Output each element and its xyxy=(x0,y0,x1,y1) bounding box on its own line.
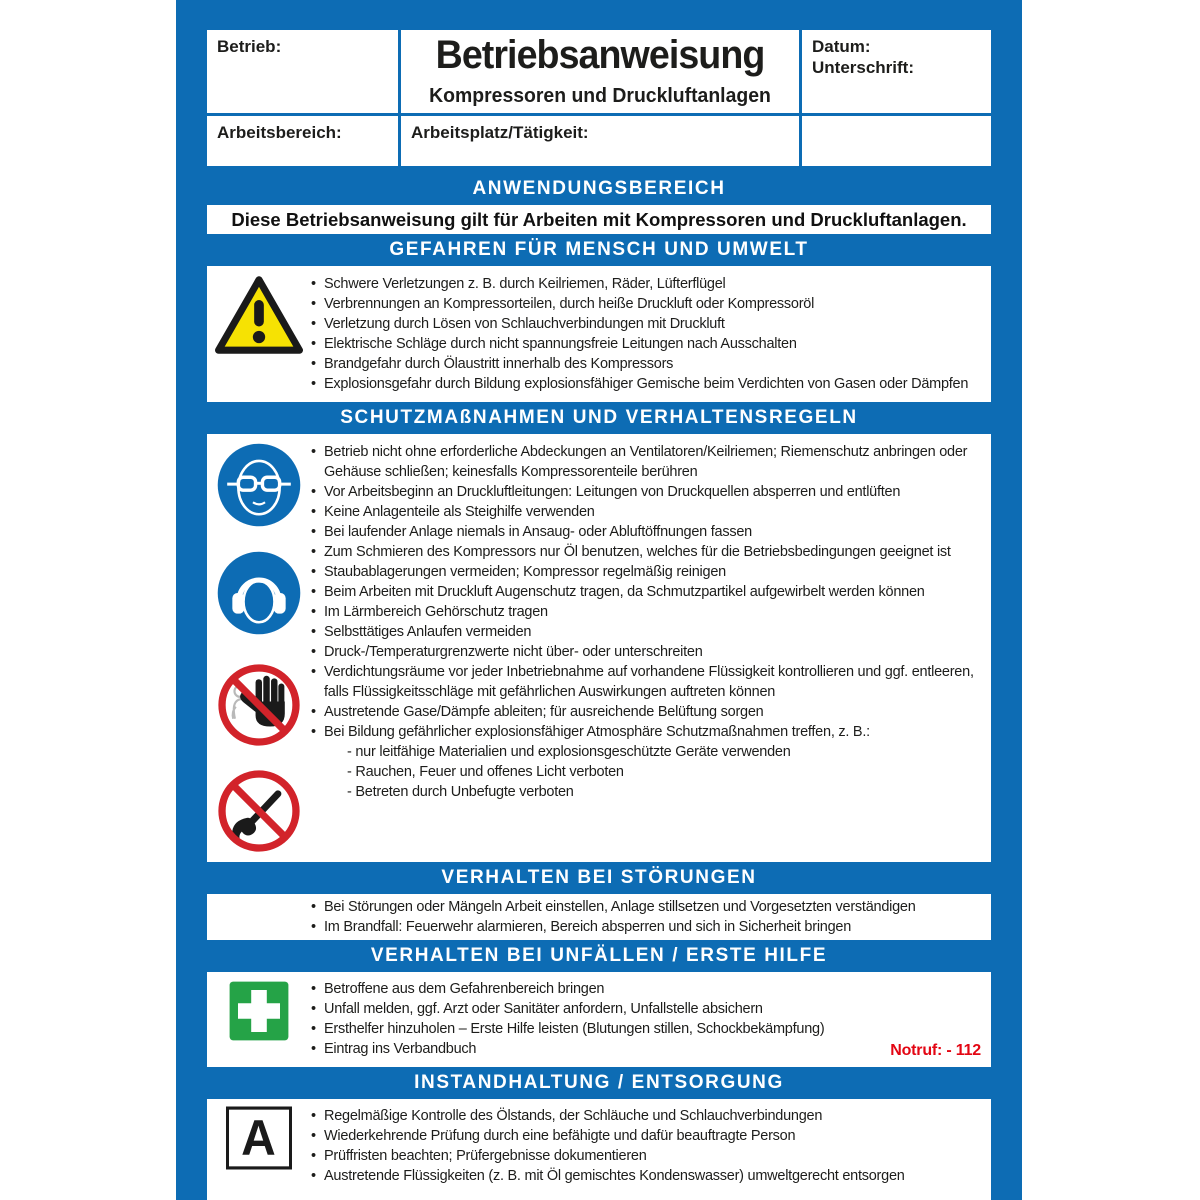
list-item: • Druck-/Temperaturgrenzwerte nicht über- oder unterschreiten xyxy=(310,642,981,662)
datum-label: Datum: xyxy=(812,37,871,56)
list-item: • Elektrische Schläge durch nicht spannungsfreie Leitungen nach Ausschalten xyxy=(310,334,981,354)
list-item: • Keine Anlagenteile als Steighilfe verwenden xyxy=(310,502,981,522)
arbeitsbereich-cell xyxy=(207,116,398,166)
eye-protection-icon xyxy=(216,442,302,528)
list-item: • Betroffene aus dem Gefahrenbereich bringen xyxy=(310,979,981,999)
gefahren-list xyxy=(310,274,981,394)
gefahren-icon-gutter xyxy=(207,274,310,394)
schutzmassnahmen-content xyxy=(310,442,981,854)
list-item: • Betrieb nicht ohne erforderliche Abdeckungen an Ventilatoren/Keilriemen; Riemenschutz anbringen oder Gehäuse schließen; keinesfalls Kompressorenteile berühren xyxy=(310,442,981,482)
list-item: • Selbsttätiges Anlaufen vermeiden xyxy=(310,622,981,642)
warning-triangle-icon xyxy=(215,275,303,355)
instandhaltung-box xyxy=(207,1099,991,1200)
list-item: • Bei Bildung gefährlicher explosionsfähiger Atmosphäre Schutzmaßnahmen treffen, z. B.: xyxy=(310,722,981,742)
list-item: • Regelmäßige Kontrolle des Ölstands, der Schläuche und Schlauchverbindungen xyxy=(310,1106,981,1126)
ear-protection-icon xyxy=(216,550,302,636)
schutzmassnahmen-box xyxy=(207,434,991,862)
gefahren-box xyxy=(207,266,991,402)
list-item: • Bei laufender Anlage niemals in Ansaug- oder Abluftöffnungen fassen xyxy=(310,522,981,542)
erste-hilfe-list xyxy=(310,979,981,1059)
instandhaltung-content xyxy=(310,1106,981,1200)
list-item: • Verdichtungsräume vor jeder Inbetriebnahme auf vorhandene Flüssigkeit kontrollieren und ggf. entleeren, falls Flüssigkeitsschläge mit gefährlichen Auswirkungen auftreten können xyxy=(310,662,981,702)
document-panel xyxy=(176,0,1022,1200)
list-item: • Prüffristen beachten; Prüfergebnisse dokumentieren xyxy=(310,1146,981,1166)
list-item: • Vor Arbeitsbeginn an Druckluftleitungen: Leitungen von Druckquellen absperren und entlüften xyxy=(310,482,981,502)
arbeitsplatz-cell xyxy=(401,116,799,166)
erste-hilfe-box xyxy=(207,972,991,1067)
no-unauthorized-access-icon xyxy=(216,662,302,748)
first-aid-icon xyxy=(229,981,289,1041)
section-heading-stoerungen: VERHALTEN BEI STÖRUNGEN xyxy=(441,867,757,888)
betrieb-cell xyxy=(207,30,398,113)
header-table xyxy=(207,30,991,166)
list-item: • Im Lärmbereich Gehörschutz tragen xyxy=(310,602,981,622)
list-item: - Betreten durch Unbefugte verboten xyxy=(347,784,574,800)
list-item: • Austretende Gase/Dämpfe ableiten; für ausreichende Belüftung sorgen xyxy=(310,702,981,722)
stoerungen-box xyxy=(207,894,991,940)
list-item: • Beim Arbeiten mit Druckluft Augenschutz tragen, da Schmutzpartikel aufgewirbelt werden können xyxy=(310,582,981,602)
section-heading-erste-hilfe: VERHALTEN BEI UNFÄLLEN / ERSTE HILFE xyxy=(370,945,828,966)
no-open-flame-icon xyxy=(216,768,302,854)
list-item: • Verletzung durch Lösen von Schlauchverbindungen mit Druckluft xyxy=(310,314,981,334)
schutzmassnahmen-icon-gutter xyxy=(207,442,310,854)
instandhaltung-icon-gutter xyxy=(207,1106,310,1200)
notruf-number: Notruf: - 112 xyxy=(890,1042,981,1059)
arbeitsbereich-label: Arbeitsbereich: xyxy=(217,123,342,142)
stoerungen-empty-gutter xyxy=(207,897,310,937)
list-item: • Austretende Flüssigkeiten (z. B. mit Öl gemischtes Kondenswasser) umweltgerecht entsorgen xyxy=(310,1166,981,1186)
anwendungsbereich-statement: Diese Betriebsanweisung gilt für Arbeiten mit Kompressoren und Druckluftanlagen. xyxy=(207,205,991,234)
list-item: • Unfall melden, ggf. Arzt oder Sanitäter anfordern, Unfallstelle absichern xyxy=(310,999,981,1019)
arbeitsplatz-label: Arbeitsplatz/Tätigkeit: xyxy=(411,123,589,142)
list-item: • Im Brandfall: Feuerwehr alarmieren, Bereich absperren und sich in Sicherheit bringen xyxy=(310,917,981,937)
list-item: • Ersthelfer hinzuholen – Erste Hilfe leisten (Blutungen stillen, Schockbekämpfung) xyxy=(310,1019,981,1039)
stoerungen-list xyxy=(310,897,981,937)
list-item: - nur leitfähige Materialien und explosionsgeschützte Geräte verwenden xyxy=(347,744,791,760)
list-item: - Rauchen, Feuer und offenes Licht verboten xyxy=(347,764,624,780)
stoerungen-content xyxy=(310,897,981,937)
list-item: • Explosionsgefahr durch Bildung explosionsfähiger Gemische beim Verdichten von Gasen oder Dämpfen xyxy=(310,374,981,394)
list-item: • Bei Störungen oder Mängeln Arbeit einstellen, Anlage stillsetzen und Vorgesetzten verständigen xyxy=(310,897,981,917)
section-heading-instandhaltung: INSTANDHALTUNG / ENTSORGUNG xyxy=(414,1072,784,1093)
betrieb-label: Betrieb: xyxy=(217,37,282,56)
section-heading-anwendungsbereich: ANWENDUNGSBEREICH xyxy=(472,178,726,199)
list-item: • Zum Schmieren des Kompressors nur Öl benutzen, welches für die Betriebsbedingungen geeignet ist xyxy=(310,542,981,562)
list-item: • Brandgefahr durch Ölaustritt innerhalb des Kompressors xyxy=(310,354,981,374)
list-item: • Eintrag ins Verbandbuch xyxy=(310,1039,981,1059)
erste-hilfe-content xyxy=(310,979,981,1059)
title-cell xyxy=(401,30,799,113)
maintenance-a-icon: A xyxy=(226,1107,292,1170)
instandhaltung-list xyxy=(310,1106,981,1186)
erste-hilfe-icon-gutter xyxy=(207,979,310,1059)
list-item: • Wiederkehrende Prüfung durch eine befähigte und dafür beauftragte Person xyxy=(310,1126,981,1146)
datum-unterschrift-cell xyxy=(802,30,991,113)
list-item: • Staubablagerungen vermeiden; Kompressor regelmäßig reinigen xyxy=(310,562,981,582)
schutzmassnahmen-list xyxy=(310,442,981,802)
page-subtitle: Kompressoren und Druckluftanlagen xyxy=(429,85,771,107)
unterschrift-label: Unterschrift: xyxy=(812,58,915,77)
section-heading-gefahren: GEFAHREN FÜR MENSCH UND UMWELT xyxy=(389,239,809,260)
page-title: Betriebsanweisung xyxy=(435,33,765,77)
gefahren-content xyxy=(310,274,981,394)
list-item: • Verbrennungen an Kompressorteilen, durch heiße Druckluft oder Kompressoröl xyxy=(310,294,981,314)
section-heading-schutzmassnahmen: SCHUTZMAßNAHMEN UND VERHALTENSREGELN xyxy=(340,407,858,428)
list-item: • Schwere Verletzungen z. B. durch Keilriemen, Räder, Lüfterflügel xyxy=(310,274,981,294)
header-empty-cell xyxy=(802,116,991,166)
